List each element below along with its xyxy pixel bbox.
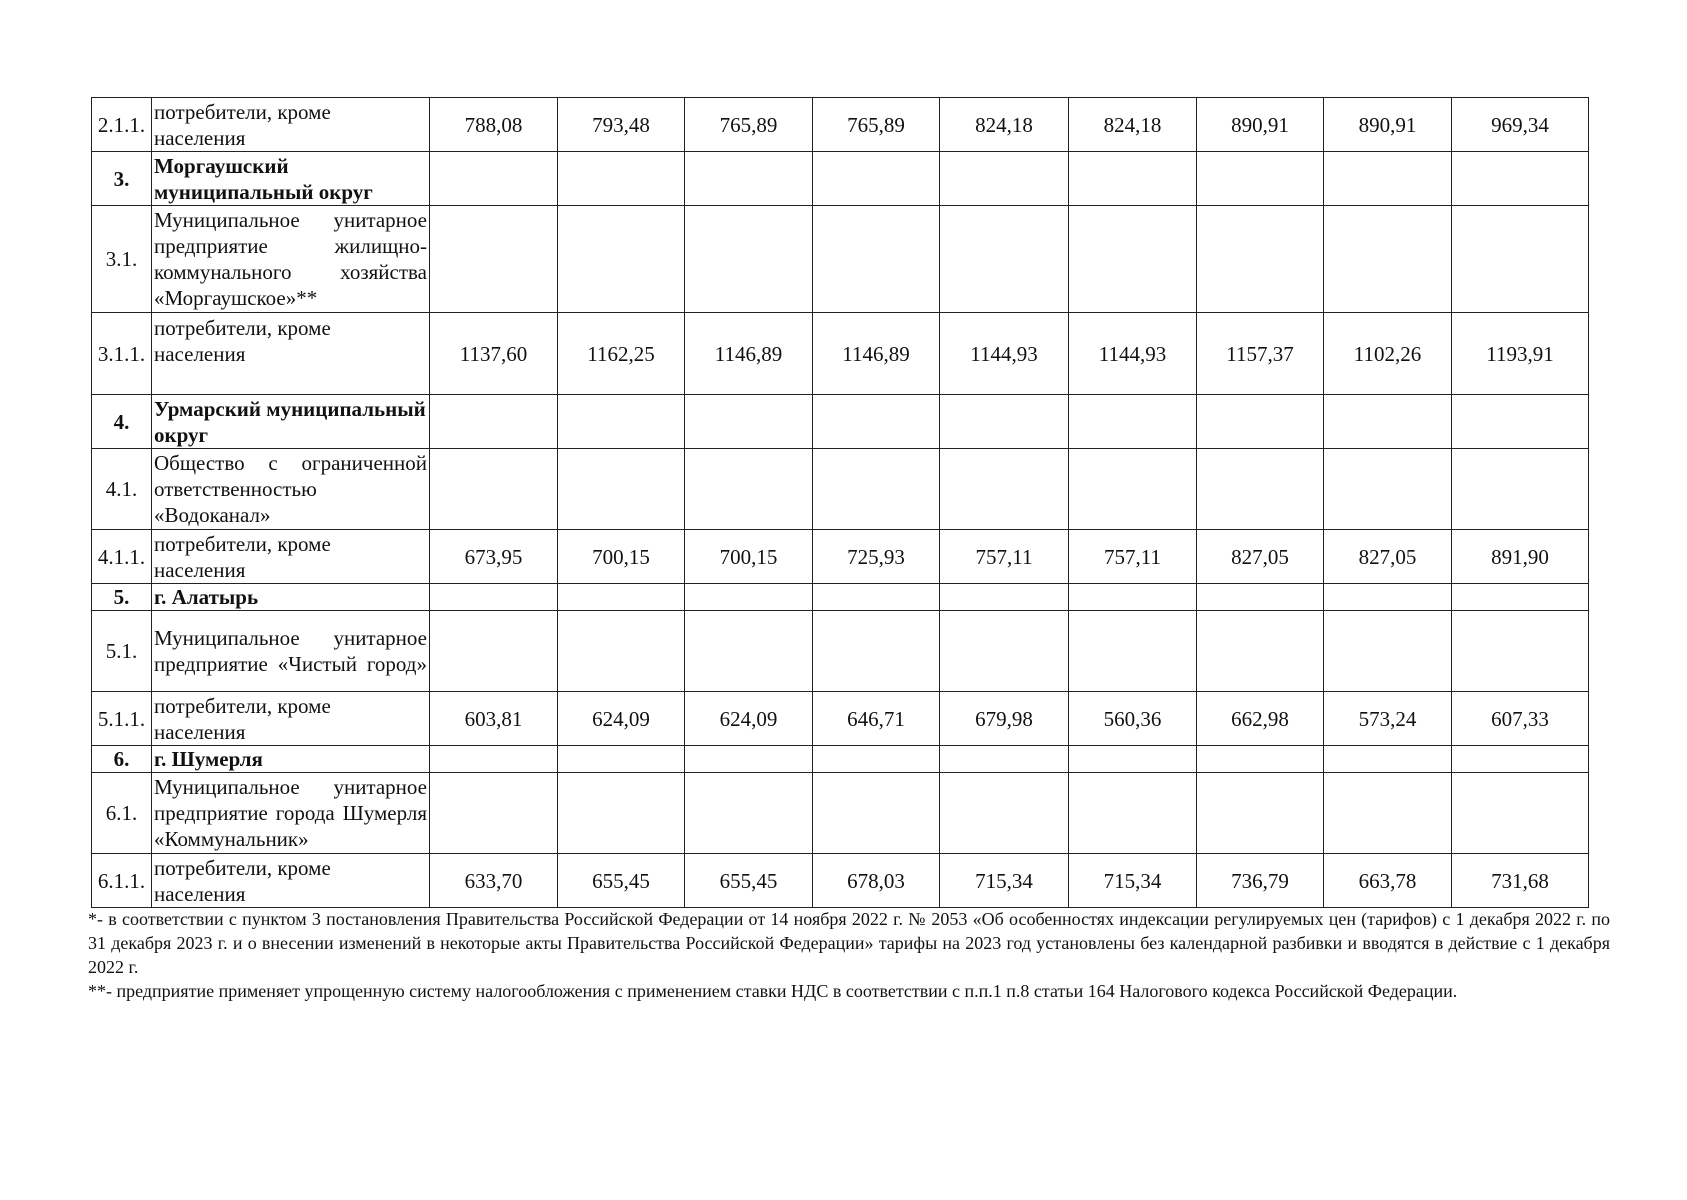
organization-name: Муниципальное унитарное предприятие «Чистый город» [152, 611, 430, 692]
tariff-table [91, 97, 1589, 908]
empty-cell [1452, 773, 1589, 854]
empty-cell [940, 746, 1069, 773]
empty-cell [558, 611, 685, 692]
organization-name: Муниципальное унитарное предприятие жилищно-коммунального хозяйства «Моргаушское»** [152, 206, 430, 313]
empty-cell [558, 584, 685, 611]
empty-cell [1324, 449, 1452, 530]
row-name: потребители, кроме населения [152, 854, 430, 908]
empty-cell [430, 206, 558, 313]
empty-cell [685, 152, 813, 206]
table-row [92, 98, 1589, 152]
empty-cell [558, 746, 685, 773]
empty-cell [685, 584, 813, 611]
empty-cell [1324, 773, 1452, 854]
row-index: 4.1. [92, 449, 152, 530]
row-index: 2.1.1. [92, 98, 152, 152]
tariff-value: 715,34 [940, 854, 1069, 908]
row-index: 4. [92, 395, 152, 449]
empty-cell [1324, 611, 1452, 692]
empty-cell [430, 395, 558, 449]
empty-cell [1452, 395, 1589, 449]
tariff-value: 890,91 [1197, 98, 1324, 152]
row-name: потребители, кроме населения [152, 530, 430, 584]
tariff-value: 1144,93 [1069, 313, 1197, 395]
tariff-value: 1146,89 [813, 313, 940, 395]
tariff-value: 633,70 [430, 854, 558, 908]
empty-cell [685, 206, 813, 313]
empty-cell [813, 395, 940, 449]
tariff-value: 679,98 [940, 692, 1069, 746]
empty-cell [1452, 206, 1589, 313]
tariff-value: 765,89 [813, 98, 940, 152]
tariff-value: 757,11 [1069, 530, 1197, 584]
empty-cell [1197, 449, 1324, 530]
empty-cell [940, 395, 1069, 449]
tariff-value: 607,33 [1452, 692, 1589, 746]
table-row [92, 773, 1589, 854]
table-row [92, 584, 1589, 611]
row-name: потребители, кроме населения [152, 692, 430, 746]
row-index: 4.1.1. [92, 530, 152, 584]
empty-cell [813, 611, 940, 692]
row-index: 6.1.1. [92, 854, 152, 908]
tariff-value: 1146,89 [685, 313, 813, 395]
district-name: Моргаушский муниципальный округ [152, 152, 430, 206]
empty-cell [940, 449, 1069, 530]
empty-cell [685, 449, 813, 530]
table-row [92, 395, 1589, 449]
row-index: 6. [92, 746, 152, 773]
tariff-value: 725,93 [813, 530, 940, 584]
district-name: г. Шумерля [152, 746, 430, 773]
row-index: 5.1.1. [92, 692, 152, 746]
empty-cell [940, 773, 1069, 854]
empty-cell [1069, 611, 1197, 692]
tariff-value: 1102,26 [1324, 313, 1452, 395]
tariff-value: 788,08 [430, 98, 558, 152]
empty-cell [1324, 152, 1452, 206]
empty-cell [1452, 611, 1589, 692]
empty-cell [1324, 746, 1452, 773]
tariff-value: 662,98 [1197, 692, 1324, 746]
empty-cell [1197, 611, 1324, 692]
tariff-value: 824,18 [1069, 98, 1197, 152]
empty-cell [1197, 773, 1324, 854]
tariff-value: 655,45 [685, 854, 813, 908]
empty-cell [940, 584, 1069, 611]
table-row [92, 152, 1589, 206]
empty-cell [940, 611, 1069, 692]
row-index: 3. [92, 152, 152, 206]
tariff-value: 646,71 [813, 692, 940, 746]
empty-cell [430, 584, 558, 611]
empty-cell [558, 206, 685, 313]
empty-cell [1069, 152, 1197, 206]
tariff-value: 1193,91 [1452, 313, 1589, 395]
empty-cell [558, 773, 685, 854]
table-row [92, 313, 1589, 395]
empty-cell [813, 773, 940, 854]
tariff-value: 715,34 [1069, 854, 1197, 908]
tariff-value: 824,18 [940, 98, 1069, 152]
empty-cell [813, 449, 940, 530]
table-row [92, 206, 1589, 313]
empty-cell [685, 395, 813, 449]
empty-cell [1069, 206, 1197, 313]
table-row [92, 530, 1589, 584]
tariff-value: 890,91 [1324, 98, 1452, 152]
tariff-value: 624,09 [558, 692, 685, 746]
empty-cell [813, 206, 940, 313]
empty-cell [685, 611, 813, 692]
empty-cell [1069, 746, 1197, 773]
footnote-2: **- предприятие применяет упрощенную систему налогообложения с применением ставки НДС в соответствии с п.п.1 п.8 статьи 164 Налогового кодекса Российской Федерации. [88, 981, 1458, 1001]
empty-cell [1197, 395, 1324, 449]
district-name: г. Алатырь [152, 584, 430, 611]
empty-cell [1069, 395, 1197, 449]
tariff-value: 678,03 [813, 854, 940, 908]
empty-cell [1197, 584, 1324, 611]
row-index: 5.1. [92, 611, 152, 692]
empty-cell [430, 773, 558, 854]
empty-cell [1452, 746, 1589, 773]
tariff-value: 1162,25 [558, 313, 685, 395]
tariff-value: 1137,60 [430, 313, 558, 395]
tariff-value: 655,45 [558, 854, 685, 908]
empty-cell [430, 746, 558, 773]
tariff-value: 1144,93 [940, 313, 1069, 395]
empty-cell [1069, 449, 1197, 530]
empty-cell [940, 152, 1069, 206]
empty-cell [940, 206, 1069, 313]
tariff-value: 736,79 [1197, 854, 1324, 908]
tariff-value: 663,78 [1324, 854, 1452, 908]
empty-cell [1452, 584, 1589, 611]
footnote-1: *- в соответствии с пунктом 3 постановления Правительства Российской Федерации от 14 ноября 2022 г. № 2053 «Об особенностях индексации регулируемых цен (тарифов) с 1 декабря 2022 г. по 31 декабря 2023 г. и о внесении изменений в некоторые акты Правительства Российской Федерации» тарифы на 2023 год установлены без календарной разбивки и вводятся в действие с 1 декабря 2022 г. [88, 909, 1610, 977]
empty-cell [813, 584, 940, 611]
tariff-value: 673,95 [430, 530, 558, 584]
tariff-value: 1157,37 [1197, 313, 1324, 395]
empty-cell [1324, 584, 1452, 611]
row-index: 6.1. [92, 773, 152, 854]
empty-cell [430, 611, 558, 692]
row-name: потребители, кроме населения [152, 98, 430, 152]
tariff-value: 603,81 [430, 692, 558, 746]
empty-cell [1452, 449, 1589, 530]
table-row [92, 746, 1589, 773]
empty-cell [1452, 152, 1589, 206]
tariff-value: 624,09 [685, 692, 813, 746]
empty-cell [1197, 206, 1324, 313]
empty-cell [813, 152, 940, 206]
tariff-value: 891,90 [1452, 530, 1589, 584]
tariff-value: 827,05 [1197, 530, 1324, 584]
row-index: 3.1.1. [92, 313, 152, 395]
empty-cell [813, 746, 940, 773]
footnotes [88, 907, 1610, 1003]
table-row [92, 854, 1589, 908]
tariff-value: 700,15 [685, 530, 813, 584]
table-row [92, 611, 1589, 692]
empty-cell [430, 449, 558, 530]
empty-cell [558, 449, 685, 530]
organization-name: Общество с ограниченной ответственностью «Водоканал» [152, 449, 430, 530]
empty-cell [558, 152, 685, 206]
empty-cell [1324, 206, 1452, 313]
tariff-value: 765,89 [685, 98, 813, 152]
empty-cell [1069, 584, 1197, 611]
tariff-value: 757,11 [940, 530, 1069, 584]
empty-cell [685, 746, 813, 773]
row-index: 3.1. [92, 206, 152, 313]
empty-cell [558, 395, 685, 449]
tariff-value: 560,36 [1069, 692, 1197, 746]
empty-cell [1324, 395, 1452, 449]
tariff-value: 793,48 [558, 98, 685, 152]
district-name: Урмарский муниципальный округ [152, 395, 430, 449]
tariff-value: 573,24 [1324, 692, 1452, 746]
tariff-value: 700,15 [558, 530, 685, 584]
empty-cell [1197, 152, 1324, 206]
tariff-value: 827,05 [1324, 530, 1452, 584]
empty-cell [685, 773, 813, 854]
row-name: потребители, кроме населения [152, 313, 430, 395]
tariff-value: 969,34 [1452, 98, 1589, 152]
table-row [92, 692, 1589, 746]
row-index: 5. [92, 584, 152, 611]
empty-cell [1197, 746, 1324, 773]
organization-name: Муниципальное унитарное предприятие города Шумерля «Коммунальник» [152, 773, 430, 854]
tariff-value: 731,68 [1452, 854, 1589, 908]
empty-cell [430, 152, 558, 206]
empty-cell [1069, 773, 1197, 854]
table-row [92, 449, 1589, 530]
